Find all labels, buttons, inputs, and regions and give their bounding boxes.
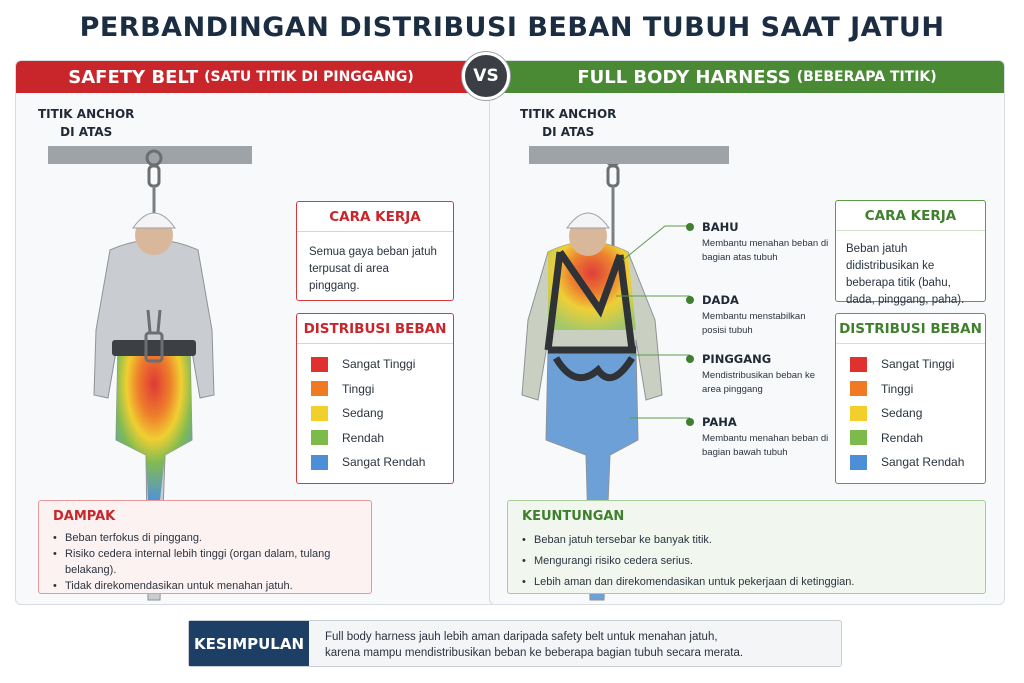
conclusion-text <box>325 629 743 661</box>
legend-swatch <box>850 430 867 445</box>
legend-label: Sangat Tinggi <box>881 357 955 372</box>
keuntungan-title: KEUNTUNGAN <box>522 509 625 524</box>
legend-label: Tinggi <box>342 381 375 396</box>
dampak-item: • Tidak direkomendasikan untuk menahan jatuh. <box>53 578 361 594</box>
callout-title: PAHA <box>702 415 737 429</box>
left-anchor-line2: DI ATAS <box>60 125 113 139</box>
callout-dot-icon <box>686 296 694 304</box>
dampak-item: • Beban terfokus di pinggang. <box>53 530 361 546</box>
legend-label: Rendah <box>342 430 385 445</box>
safety-belt-banner-title: SAFETY BELT <box>68 66 199 88</box>
legend-item <box>850 377 985 402</box>
callout-desc: Membantu menahan beban di bagian atas tubuh <box>702 238 829 263</box>
callout-desc: Membantu menstabilkan posisi tubuh <box>702 311 806 336</box>
callout-bahu <box>702 220 832 265</box>
left-distribusi-title: DISTRIBUSI BEBAN <box>297 314 453 344</box>
legend-swatch <box>850 381 867 396</box>
legend-label: Sedang <box>342 406 384 421</box>
right-cara-kerja-title: CARA KERJA <box>836 201 985 231</box>
right-anchor-line1: TITIK ANCHOR <box>520 107 617 121</box>
callout-desc: Membantu menahan beban di bagian bawah tubuh <box>702 433 829 458</box>
left-anchor-line1: TITIK ANCHOR <box>38 107 135 121</box>
callout-pinggang <box>702 352 832 397</box>
keuntungan-item: • Mengurangi risiko cedera serius. <box>522 553 975 569</box>
harness-banner-subtitle: (BEBERAPA TITIK) <box>796 69 937 85</box>
legend-label: Sangat Tinggi <box>342 357 416 372</box>
right-distribusi-title: DISTRIBUSI BEBAN <box>836 314 985 344</box>
conclusion-box <box>188 620 842 667</box>
keuntungan-box <box>507 500 986 594</box>
keuntungan-list <box>508 524 985 590</box>
callout-desc: Mendistribusikan beban ke area pinggang <box>702 370 816 395</box>
legend-label: Sangat Rendah <box>881 455 965 470</box>
keuntungan-item: • Beban jatuh tersebar ke banyak titik. <box>522 532 975 548</box>
vs-badge: VS <box>462 52 510 100</box>
legend-item <box>850 352 985 377</box>
safety-belt-banner-subtitle: (SATU TITIK DI PINGGANG) <box>204 69 414 85</box>
legend-label: Sedang <box>881 406 923 421</box>
callout-dada <box>702 293 832 338</box>
page-title: PERBANDINGAN DISTRIBUSI BEBAN TUBUH SAAT JATUH <box>79 12 945 43</box>
callout-dot-icon <box>686 418 694 426</box>
dampak-item: • Risiko cedera internal lebih tinggi (organ dalam, tulang belakang). <box>53 546 361 578</box>
right-cara-kerja-text: Beban jatuh didistribusikan ke beberapa titik (bahu, dada, pinggang, paha). <box>846 243 965 306</box>
left-cara-kerja-title: CARA KERJA <box>297 202 453 232</box>
harness-banner-title: FULL BODY HARNESS <box>577 66 791 88</box>
conclusion-line2: karena mampu mendistribusikan beban ke beberapa bagian tubuh secara merata. <box>325 647 744 659</box>
right-cara-kerja-box <box>835 200 986 306</box>
callout-title: DADA <box>702 293 739 307</box>
right-anchor-line2: DI ATAS <box>542 125 595 139</box>
legend-item <box>850 450 985 475</box>
keuntungan-item: • Lebih aman dan direkomendasikan untuk pekerjaan di ketinggian. <box>522 574 975 590</box>
legend-label: Rendah <box>881 430 924 445</box>
legend-swatch <box>850 357 867 372</box>
callout-paha <box>702 415 832 460</box>
callout-title: PINGGANG <box>702 352 772 366</box>
callout-title: BAHU <box>702 220 739 234</box>
callout-dot-icon <box>686 223 694 231</box>
conclusion-label: KESIMPULAN <box>189 621 309 666</box>
left-cara-kerja-text: Semua gaya beban jatuh terpusat di area pinggang. <box>309 246 437 292</box>
legend-swatch <box>850 455 867 470</box>
legend-item <box>850 401 985 426</box>
callout-dot-icon <box>686 355 694 363</box>
legend-item <box>850 426 985 451</box>
dampak-title: DAMPAK <box>53 509 116 524</box>
legend-swatch <box>850 406 867 421</box>
right-distribusi-box <box>835 313 986 484</box>
conclusion-line1: Full body harness jauh lebih aman daripada safety belt untuk menahan jatuh, <box>325 631 718 643</box>
legend-label: Sangat Rendah <box>342 455 426 470</box>
legend-label: Tinggi <box>881 381 914 396</box>
right-legend <box>836 344 985 475</box>
